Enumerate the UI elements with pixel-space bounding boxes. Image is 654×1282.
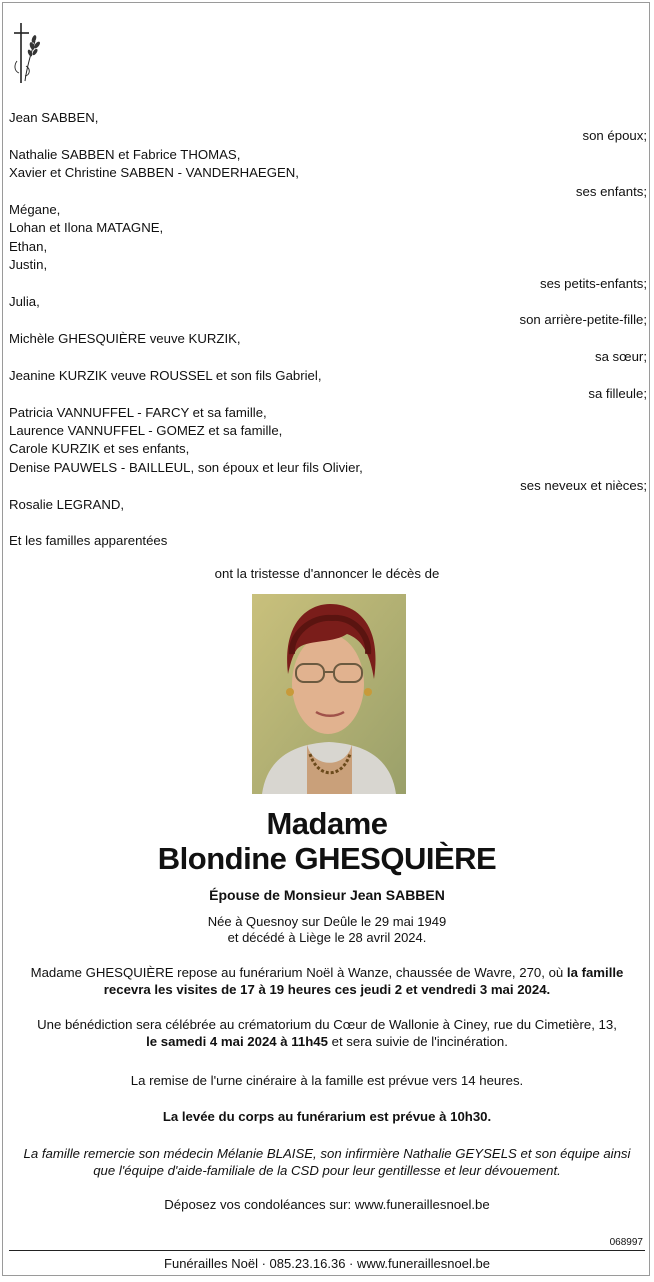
cross-wheat-icon <box>11 21 41 87</box>
family-member: Patricia VANNUFFEL - FARCY et sa famille, <box>9 404 267 420</box>
removal-paragraph: La levée du corps au funérarium est prévue à 10h30. <box>162 1109 492 1124</box>
family-member: Jeanine KURZIK veuve ROUSSEL et son fils Gabriel, <box>9 367 322 383</box>
ceremony-paragraph <box>11 1016 643 1050</box>
deceased-title: Madame <box>266 806 388 841</box>
relation-label: ses petits-enfants; <box>539 275 647 291</box>
spouse-line: Épouse de Monsieur Jean SABBEN <box>209 887 445 903</box>
spacer <box>9 514 649 532</box>
visitation-text: Madame GHESQUIÈRE repose au funérarium Noël à Wanze, chaussée de Wavre, 270, où <box>30 965 567 980</box>
condolences-paragraph: Déposez vos condoléances sur: www.funeraillesnoel.be <box>164 1197 490 1212</box>
deceased-name: Blondine GHESQUIÈRE <box>157 841 497 876</box>
urn-paragraph: La remise de l'urne cinéraire à la famille est prévue vers 14 heures. <box>130 1073 524 1088</box>
relation-label: ses neveux et nièces; <box>520 478 647 494</box>
family-member: Rosalie LEGRAND, <box>9 496 125 512</box>
family-member: Jean SABBEN, <box>9 110 99 125</box>
family-member: Nathalie SABBEN et Fabrice THOMAS, <box>9 146 241 162</box>
visitation-hours: la famille recevra les visites de 17 à 19 heures ces jeudi 2 et vendredi 3 mai 2024. <box>103 965 624 997</box>
birth-line: Née à Quesnoy sur Deûle le 29 mai 1949 <box>207 914 447 929</box>
relation-label: son arrière-petite-fille; <box>519 312 647 328</box>
family-member: Carole KURZIK et ses enfants, <box>9 441 190 457</box>
ceremony-line: Une bénédiction sera célébrée au crématorium du Cœur de Wallonie à Ciney, rue du Cimetière, 13, <box>37 1017 617 1032</box>
family-list <box>9 109 649 551</box>
family-member: Ethan, <box>9 238 48 254</box>
relation-label: sa sœur; <box>594 349 647 365</box>
family-member: Et les familles apparentées <box>9 533 168 549</box>
thanks-paragraph: La famille remercie son médecin Mélanie BLAISE, son infirmière Nathalie GEYSELS et son équipe ainsi que l'équipe d'aide-familiale de la CSD pour leur gentillesse et leur dévouement. <box>23 1146 631 1178</box>
obituary-page <box>2 2 650 1276</box>
announcement-text: ont la tristesse d'annoncer le décès de <box>214 566 440 581</box>
relation-label: sa filleule; <box>588 386 647 402</box>
family-member: Lohan et Ilona MATAGNE, <box>9 220 164 236</box>
ceremony-date: le samedi 4 mai 2024 à 11h45 <box>146 1034 328 1049</box>
family-member: Justin, <box>9 257 48 273</box>
family-member: Julia, <box>9 294 40 310</box>
visitation-paragraph <box>11 964 643 998</box>
relation-label: son époux; <box>582 128 647 144</box>
footer-divider <box>9 1250 645 1251</box>
family-member: Mégane, <box>9 202 61 218</box>
footer-contact: Funérailles Noël · 085.23.16.36 · www.funeraillesnoel.be <box>164 1256 490 1271</box>
portrait-photo <box>252 594 406 794</box>
family-member: Laurence VANNUFFEL - GOMEZ et sa famille, <box>9 422 283 438</box>
reference-number: 068997 <box>609 1237 643 1248</box>
death-line: et décédé à Liège le 28 avril 2024. <box>227 930 427 945</box>
family-member: Denise PAUWELS - BAILLEUL, son époux et leur fils Olivier, <box>9 459 363 475</box>
family-member: Xavier et Christine SABBEN - VANDERHAEGEN, <box>9 165 299 181</box>
ceremony-rest: et sera suivie de l'incinération. <box>327 1034 508 1049</box>
relation-label: ses enfants; <box>575 183 647 199</box>
dates-block <box>3 914 650 946</box>
family-member: Michèle GHESQUIÈRE veuve KURZIK, <box>9 330 241 346</box>
